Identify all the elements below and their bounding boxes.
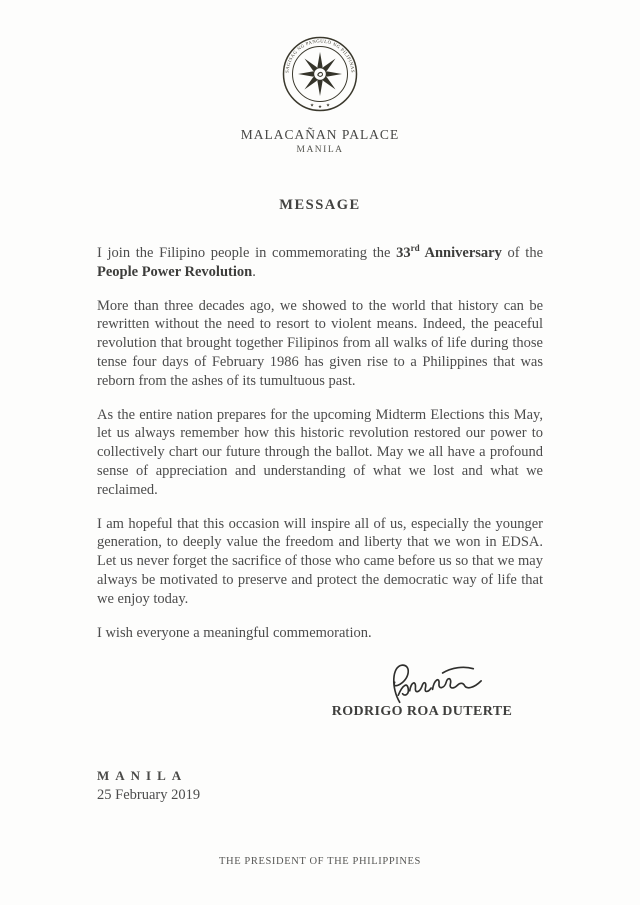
p1-text: I join the Filipino people in commemorating the: [97, 245, 397, 261]
page-footer: THE PRESIDENT OF THE PHILIPPINES: [219, 856, 421, 867]
p1-ordinal: rd: [410, 243, 420, 254]
seal-ring-text: SAGISAG NG PANGULO NG PILIPINAS: [285, 39, 355, 74]
paragraph-5: I wish everyone a meaningful commemoration.: [97, 624, 372, 641]
p1-text-2: of the: [501, 245, 544, 261]
seal-star-center: ★: [317, 104, 323, 109]
paragraph-1: [97, 244, 543, 282]
letterhead: [97, 34, 543, 155]
letter-title: MESSAGE: [279, 197, 361, 213]
p1-period: .: [252, 263, 256, 280]
p1-bold-number: 33: [396, 245, 411, 261]
dateline-date: 25 February 2019: [97, 787, 201, 804]
seal-center: [314, 68, 327, 81]
p1-bold-anniversary: Anniversary: [419, 245, 502, 261]
signature-block: [315, 658, 529, 720]
signature-icon: [359, 658, 519, 708]
palace-name: MALACAÑAN PALACE: [240, 127, 400, 142]
letter-paragraphs: [97, 244, 543, 642]
palace-city: MANILA: [296, 145, 344, 155]
seal-star-left: ★: [309, 102, 315, 108]
dateline-place: MANILA: [97, 768, 188, 784]
dateline: [97, 768, 543, 804]
paragraph-3: As the entire nation prepares for the upcoming Midterm Elections this May, let us always remember how this historic revolution restored our power to collectively chart our future through the ballot. May we all have a profound sense of appreciation and understanding of what we lost and what we reclaimed.: [97, 406, 543, 498]
seal-star-right: ★: [325, 102, 331, 108]
signatory-name: RODRIGO ROA DUTERTE: [331, 704, 513, 720]
letter-body: [97, 197, 543, 804]
presidential-seal-icon: [280, 34, 360, 114]
paragraph-4: I am hopeful that this occasion will inspire all of us, especially the younger generation, to deeply value the freedom and liberty that we won in EDSA. Let us never forget the sacrifice of those who came before us so that we may always be motivated to preserve and protect the democratic way of life that we enjoy today.: [97, 515, 543, 607]
p1-bold-ppr: People Power Revolution: [97, 263, 253, 280]
paragraph-2: More than three decades ago, we showed to the world that history can be rewritten without the need to resort to violent means. Indeed, the peaceful revolution that brought together Filipinos from all walks of life during those tense four days of February 1986 has given rise to a Philippines that was reborn from the ashes of its tumultuous past.: [97, 297, 543, 389]
